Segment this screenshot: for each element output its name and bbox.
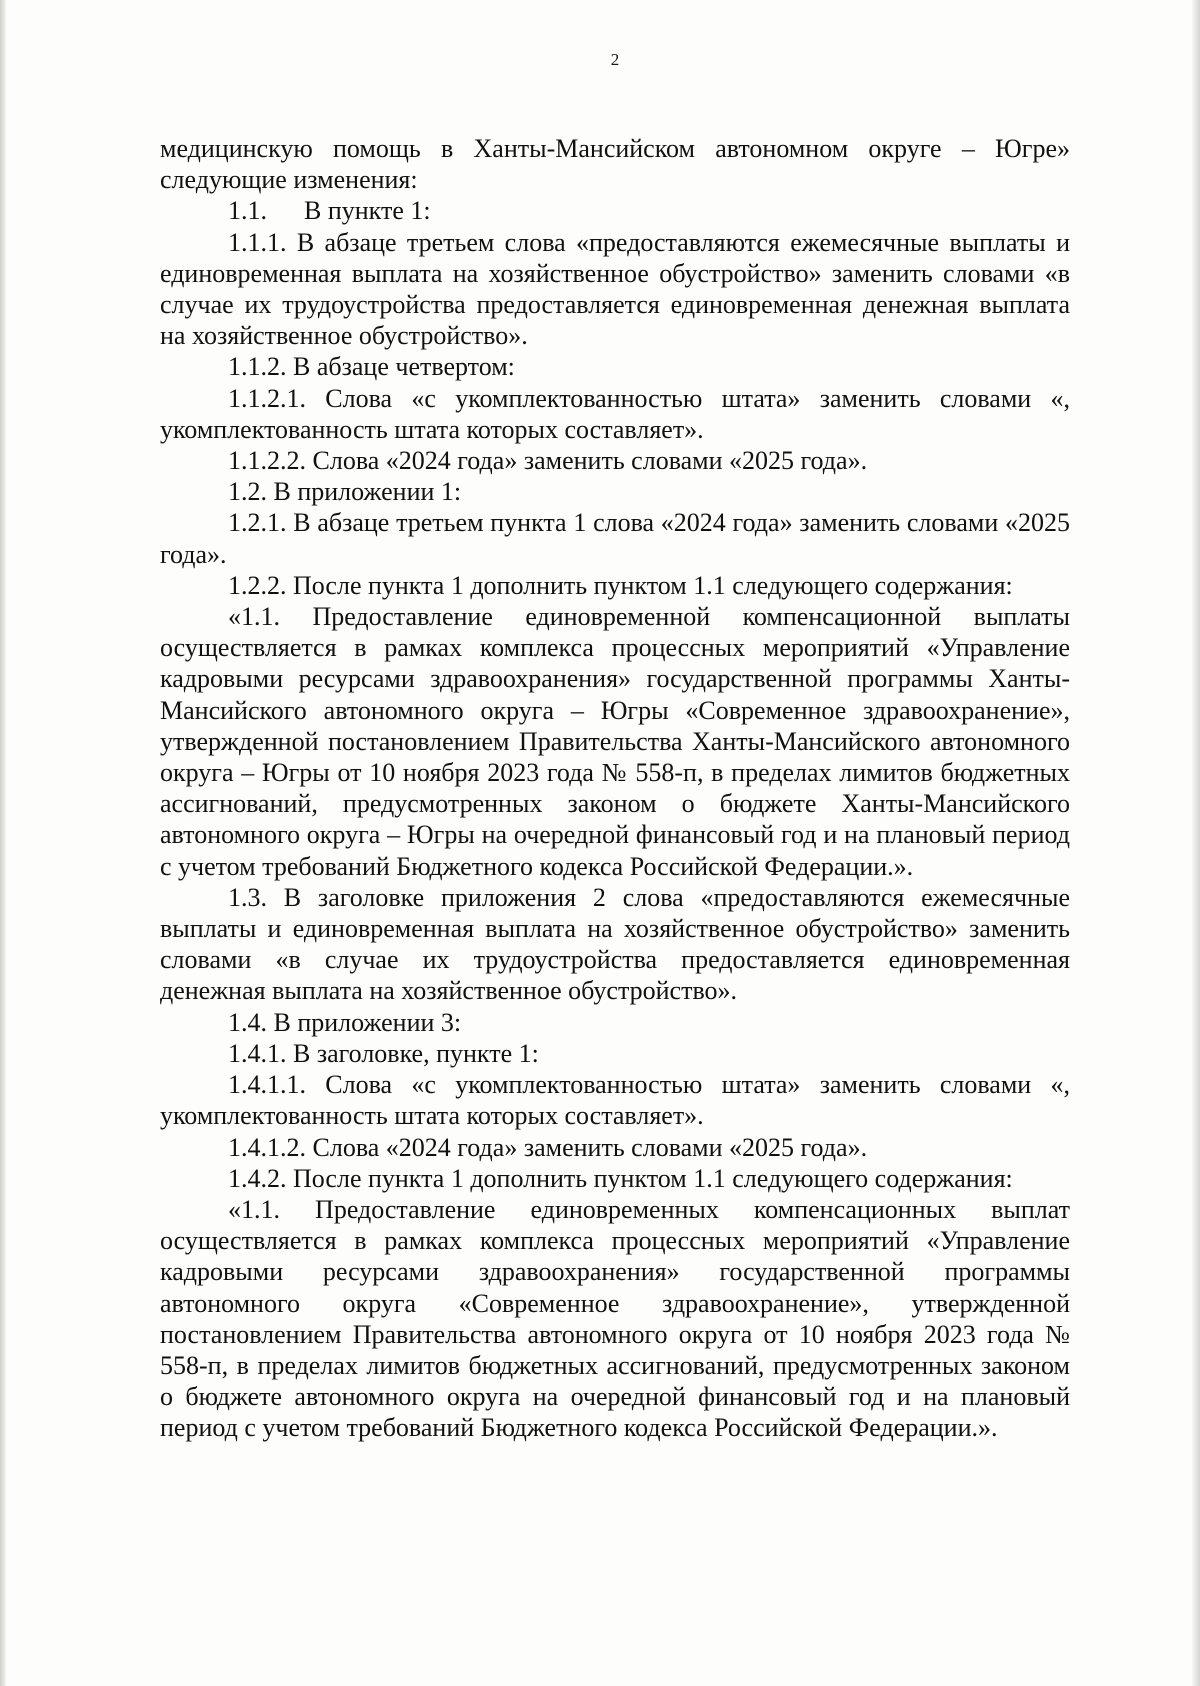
document-body bbox=[160, 133, 1070, 1444]
item-1-1-text: В пункте 1: bbox=[304, 196, 431, 226]
scan-edge-right bbox=[1192, 0, 1200, 1686]
item-1-1-number: 1.1. bbox=[228, 196, 267, 226]
paragraph-item-1-4-2: 1.4.2. После пункта 1 дополнить пунктом 1.1 следующего содержания: bbox=[228, 1163, 1013, 1193]
scan-edge-left bbox=[0, 0, 6, 1686]
paragraph-item-1-2: 1.2. В приложении 1: bbox=[228, 477, 462, 507]
paragraph-item-1-3: 1.3. В заголовке приложения 2 слова «предоставляются ежемесячные выплаты и единовременная выплата на хозяйственное обустройство» заменить словами «в случае их трудоустройства предоставляется единовременная денежная выплата на хозяйственное обустройство». bbox=[160, 882, 1070, 1006]
paragraph-item-1-4-1-2: 1.4.1.2. Слова «2024 года» заменить словами «2025 года». bbox=[228, 1132, 868, 1162]
paragraph-item-1-1-2-2: 1.1.2.2. Слова «2024 года» заменить словами «2025 года». bbox=[228, 446, 868, 476]
paragraph-item-1-2-2: 1.2.2. После пункта 1 дополнить пунктом 1.1 следующего содержания: bbox=[228, 570, 1013, 600]
paragraph-item-1-1 bbox=[160, 195, 1070, 226]
paragraph-quoted-1-1-b: «1.1. Предоставление единовременных компенсационных выплат осуществляется в рамках комплекса процессных мероприятий «Управление кадровыми ресурсами здравоохранения» государственной программы автономного округа «Современное здравоохранение», утвержденной постановлением Правительства автономного округа от 10 ноября 2023 года № 558-п, в пределах лимитов бюджетных ассигнований, предусмотренных законом о бюджете автономного округа на очередной финансовый год и на плановый период с учетом требований Бюджетного кодекса Российской Федерации.». bbox=[160, 1194, 1070, 1443]
paragraph-intro: медицинскую помощь в Ханты-Мансийском автономном округе – Югре» следующие изменения: bbox=[160, 134, 1070, 195]
page-number: 2 bbox=[610, 50, 620, 69]
paragraph-item-1-2-1: 1.2.1. В абзаце третьем пункта 1 слова «2024 года» заменить словами «2025 года». bbox=[160, 508, 1070, 569]
paragraph-quoted-1-1-a: «1.1. Предоставление единовременной компенсационной выплаты осуществляется в рамках комплекса процессных мероприятий «Управление кадровыми ресурсами здравоохранения» государственной программы Ханты-Мансийского автономного округа – Югры «Современное здравоохранение», утвержденной постановлением Правительства Ханты-Мансийского автономного округа – Югры от 10 ноября 2023 года № 558-п, в пределах лимитов бюджетных ассигнований, предусмотренных законом о бюджете Ханты-Мансийского автономного округа – Югры на очередной финансовый год и на плановый период с учетом требований Бюджетного кодекса Российской Федерации.». bbox=[160, 602, 1070, 881]
paragraph-item-1-1-2: 1.1.2. В абзаце четвертом: bbox=[228, 352, 515, 382]
paragraph-item-1-4-1-1: 1.4.1.1. Слова «с укомплектованностью штата» заменить словами «, укомплектованность штата которых составляет». bbox=[160, 1070, 1070, 1131]
paragraph-item-1-4-1: 1.4.1. В заголовке, пункте 1: bbox=[228, 1038, 539, 1068]
paragraph-item-1-1-1: 1.1.1. В абзаце третьем слова «предоставляются ежемесячные выплаты и единовременная выплата на хозяйственное обустройство» заменить словами «в случае их трудоустройства предоставляется единовременная денежная выплата на хозяйственное обустройство». bbox=[160, 227, 1070, 351]
paragraph-item-1-1-2-1: 1.1.2.1. Слова «с укомплектованностью штата» заменить словами «, укомплектованность штата которых составляет». bbox=[160, 383, 1070, 444]
paragraph-item-1-4: 1.4. В приложении 3: bbox=[228, 1007, 462, 1037]
